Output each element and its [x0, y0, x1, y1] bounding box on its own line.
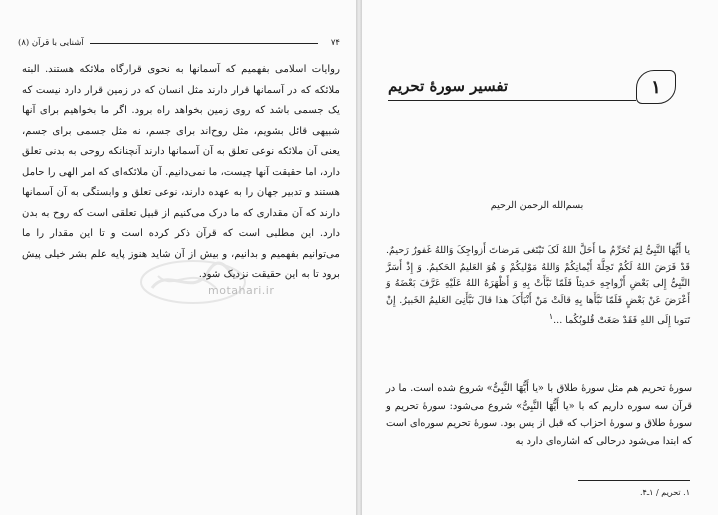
verse-text: یا أَیُّهَا النَّبِیُّ لِمَ تُحَرِّمُ ما أَحَلَّ اللهُ لَکَ تَبْتَغی مَرضاتَ أَزواجِکَ وَاللهُ غَفورٌ رَحیمٌ. قَدْ فَرَضَ اللهُ لَکُمْ تَحِلَّةَ أَیْمانِکُمْ وَاللهُ مَوْلیکُمْ وَ هُوَ العَلیمُ الحَکیمُ. وَ إِذْ أَسَرَّ النَّبِیُّ إِلی بَعْضِ أَزْواجِهِ حَدیثاً فَلَمّا نَبَّأَتْ بِهِ وَ أَظْهَرَهُ اللهُ عَلَیْهِ عَرَّفَ بَعْضَهُ وَ أَعْرَضَ عَنْ بَعْضٍ فَلَمّا نَبَّأَها بِهِ قالَتْ مَنْ أَنْبَأَکَ هذا قالَ نَبَّأَنِیَ العَلیمُ الخَبیرُ. إِنْ تَتوبا إِلَی اللهِ فَقَدْ صَغَتْ قُلوبُکُما ...: [386, 245, 690, 327]
running-header: [18, 36, 340, 50]
footnote: ۱. تحریم / ۱ـ۴.: [639, 488, 690, 497]
watermark-text: motahari.ir: [208, 284, 275, 297]
running-title: آشنایی با قرآن (۸): [18, 38, 84, 48]
left-body-text: [22, 60, 340, 286]
chapter-number: ۱: [651, 76, 661, 98]
verse-footnote-ref: ۱: [548, 312, 554, 322]
right-body-text: [386, 380, 692, 450]
chapter-title-rule: [388, 100, 636, 101]
chapter-number-badge: [636, 70, 676, 104]
basmala: بسم‌الله الرحمن الرحیم: [490, 200, 584, 211]
paragraph: روایات اسلامی بفهمیم که آسمانها به نحوی قرارگاه ملائکه هستند. البته ملائکه که در آسمانها قرار دارند مثل انسان که در زمین قرار دارد نیست که یک جسمی باشد که روی زمین بخواهد راه برود. اگر ما بخواهیم برای آنها شبیهی قائل بشویم، مثل روح‌اند برای جسم، نه مثل جسمی برای جسم، یعنی آن ملائکه نوعی تعلق به آن آسمانها دارند آنچنانکه روحی به بدنی تعلق دارد، اما حقیقت آنها چیست، ما نمی‌دانیم. آن ملائکه‌ای که امر الهی را حامل هستند و تدبیر جهان را به عهده دارند، نوعی تعلق و وابستگی به آن آسمانها دارند که آن مقداری که ما درک می‌کنیم از قبیل تعلقی است که روح به بدن دارد. این مطلبی است که قرآن ذکر کرده است و تا این مقدار را ما می‌توانیم بفهمیم و بدانیم، و بیش از آن شاید هنوز پایه علم بشر خیلی پیش برود تا به این حقیقت نزدیک شود.: [22, 64, 340, 280]
paragraph: سورهٔ تحریم هم مثل سورهٔ طلاق با «یا أَیُّهَا النَّبِیُّ» شروع شده است. ما در قرآن سه سوره داریم که با «یا أَیُّهَا النَّبِیُّ» شروع می‌شود: سورهٔ تحریم و سورهٔ طلاق و سورهٔ احزاب که قبل از یس بود. سورهٔ تحریم سوره‌ای است که ابتدا می‌شود درحالی که اشاره‌ای دارد به: [386, 383, 692, 447]
header-rule: [90, 43, 318, 44]
left-page: [0, 0, 356, 515]
page-number: ۷۴: [330, 38, 340, 48]
watermark-seal-icon: [138, 258, 248, 306]
quran-verse: [386, 243, 690, 330]
chapter-title: تفسیر سورهٔ تحریم: [388, 77, 509, 95]
footnote-rule: [578, 480, 690, 481]
